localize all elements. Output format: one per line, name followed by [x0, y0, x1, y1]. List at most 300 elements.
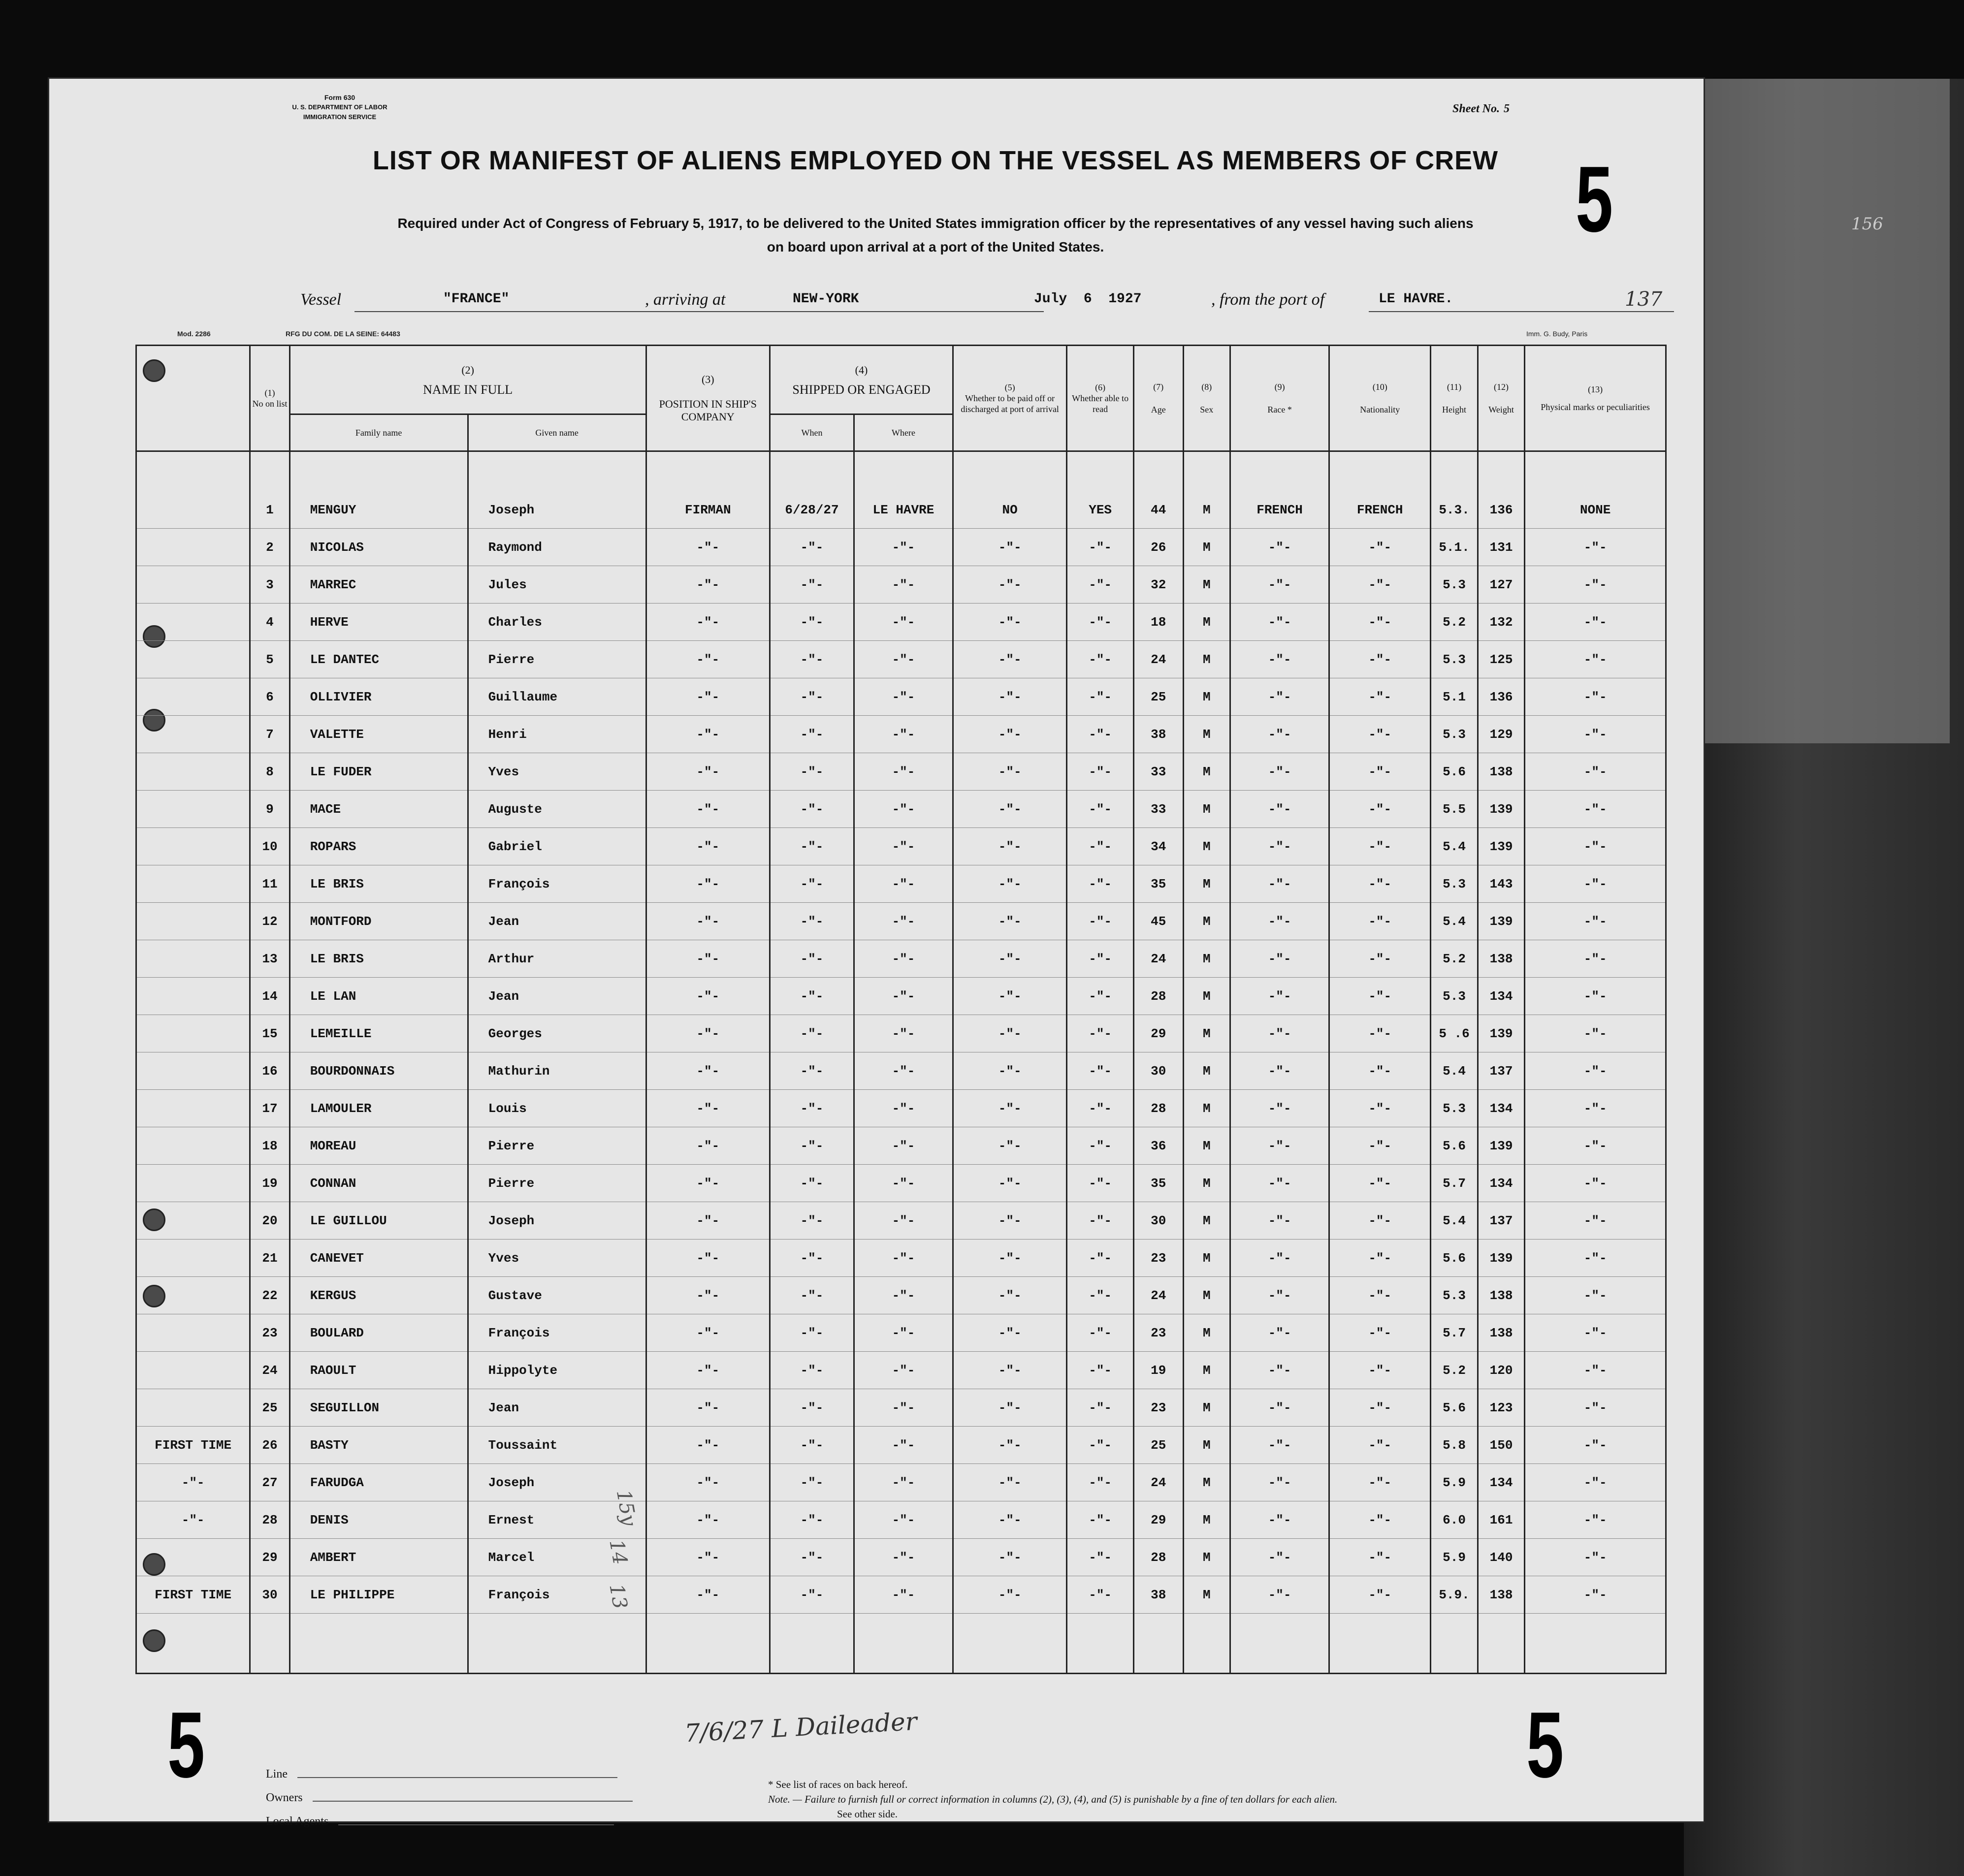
family-name: MARREC — [290, 566, 468, 604]
col-6-header: (6) Whether able to read — [1067, 346, 1134, 451]
sex: M — [1183, 491, 1230, 529]
age: 23 — [1134, 1389, 1184, 1427]
given-name: Jean — [468, 903, 646, 940]
age: 45 — [1134, 903, 1184, 940]
height: 5.3 — [1431, 1277, 1478, 1314]
height: 5.7 — [1431, 1314, 1478, 1352]
col-2-family-header: Family name — [290, 414, 468, 451]
race: -"- — [1230, 1240, 1329, 1277]
race: -"- — [1230, 1165, 1329, 1202]
race: -"- — [1230, 903, 1329, 940]
family-name: KERGUS — [290, 1277, 468, 1314]
row-number: 10 — [250, 828, 290, 865]
shipped-where: -"- — [854, 1202, 953, 1240]
height: 5.4 — [1431, 903, 1478, 940]
table-row — [136, 491, 1666, 529]
family-name: FARUDGA — [290, 1464, 468, 1501]
shipped-when: -"- — [770, 1389, 854, 1427]
nationality: -"- — [1329, 1539, 1431, 1576]
nationality: -"- — [1329, 1202, 1431, 1240]
given-name: Auguste — [468, 791, 646, 828]
given-name: Raymond — [468, 529, 646, 566]
age: 44 — [1134, 491, 1184, 529]
able-to-read: -"- — [1067, 1165, 1134, 1202]
weight: 139 — [1478, 828, 1525, 865]
nationality: -"- — [1329, 753, 1431, 791]
height: 5.2 — [1431, 940, 1478, 978]
nationality: -"- — [1329, 791, 1431, 828]
nationality: -"- — [1329, 1464, 1431, 1501]
row-note — [136, 978, 250, 1015]
weight: 134 — [1478, 1165, 1525, 1202]
col-8-header: (8) Sex — [1183, 346, 1230, 451]
family-name: VALETTE — [290, 716, 468, 753]
row-number: 8 — [250, 753, 290, 791]
shipped-when: -"- — [770, 753, 854, 791]
shipped-when: -"- — [770, 978, 854, 1015]
col-3-header: (3) POSITION IN SHIP'S COMPANY — [646, 346, 770, 451]
height: 5.6 — [1431, 1127, 1478, 1165]
able-to-read: -"- — [1067, 1427, 1134, 1464]
paid-off: -"- — [953, 753, 1067, 791]
age: 19 — [1134, 1352, 1184, 1389]
row-number: 11 — [250, 865, 290, 903]
nationality: -"- — [1329, 641, 1431, 678]
physical-marks: -"- — [1525, 828, 1666, 865]
subtitle-line-1: Required under Act of Congress of February 5, 1917, to be delivered to the United States immigration officer by the representatives of any vessel having such aliens — [397, 216, 1474, 231]
col-13-header: (13) Physical marks or peculiarities — [1525, 346, 1666, 451]
nationality: -"- — [1329, 1165, 1431, 1202]
table-row — [136, 1314, 1666, 1352]
age: 24 — [1134, 1464, 1184, 1501]
given-name: Gustave — [468, 1277, 646, 1314]
position: -"- — [646, 1576, 770, 1614]
able-to-read: -"- — [1067, 865, 1134, 903]
nationality: -"- — [1329, 1015, 1431, 1052]
able-to-read: YES — [1067, 491, 1134, 529]
paid-off: -"- — [953, 678, 1067, 716]
shipped-where: -"- — [854, 529, 953, 566]
row-note — [136, 1314, 250, 1352]
shipped-when: -"- — [770, 529, 854, 566]
blank-row — [136, 1614, 1666, 1674]
shipped-when: -"- — [770, 1202, 854, 1240]
nationality: -"- — [1329, 1127, 1431, 1165]
paid-off: -"- — [953, 940, 1067, 978]
table-row — [136, 828, 1666, 865]
nationality: -"- — [1329, 529, 1431, 566]
able-to-read: -"- — [1067, 1202, 1134, 1240]
col-7-header: (7) Age — [1134, 346, 1184, 451]
height: 5.9 — [1431, 1464, 1478, 1501]
race: -"- — [1230, 1389, 1329, 1427]
race: -"- — [1230, 1052, 1329, 1090]
shipped-when: -"- — [770, 1314, 854, 1352]
row-note — [136, 1277, 250, 1314]
underline — [1369, 311, 1674, 312]
paid-off: -"- — [953, 903, 1067, 940]
physical-marks: -"- — [1525, 604, 1666, 641]
row-number: 21 — [250, 1240, 290, 1277]
height: 5.3 — [1431, 978, 1478, 1015]
row-note — [136, 828, 250, 865]
nationality: -"- — [1329, 940, 1431, 978]
row-number: 5 — [250, 641, 290, 678]
weight: 139 — [1478, 791, 1525, 828]
row-note — [136, 865, 250, 903]
able-to-read: -"- — [1067, 1240, 1134, 1277]
given-name: Jules — [468, 566, 646, 604]
sex: M — [1183, 529, 1230, 566]
race: -"- — [1230, 604, 1329, 641]
weight: 161 — [1478, 1501, 1525, 1539]
weight: 134 — [1478, 1464, 1525, 1501]
weight: 143 — [1478, 865, 1525, 903]
height: 5.4 — [1431, 828, 1478, 865]
table-row — [136, 1576, 1666, 1614]
position: -"- — [646, 1314, 770, 1352]
sex: M — [1183, 1314, 1230, 1352]
height: 5.3 — [1431, 1090, 1478, 1127]
given-name: Georges — [468, 1015, 646, 1052]
shipped-when: -"- — [770, 641, 854, 678]
row-note — [136, 1015, 250, 1052]
weight: 134 — [1478, 1090, 1525, 1127]
able-to-read: -"- — [1067, 678, 1134, 716]
height: 5.3 — [1431, 566, 1478, 604]
shipped-where: -"- — [854, 604, 953, 641]
shipped-when: -"- — [770, 1052, 854, 1090]
table-row — [136, 865, 1666, 903]
paid-off: -"- — [953, 566, 1067, 604]
paid-off: -"- — [953, 1576, 1067, 1614]
sex: M — [1183, 903, 1230, 940]
row-note — [136, 903, 250, 940]
row-note — [136, 940, 250, 978]
weight: 123 — [1478, 1389, 1525, 1427]
shipped-where: -"- — [854, 1389, 953, 1427]
weight: 138 — [1478, 753, 1525, 791]
position: -"- — [646, 1352, 770, 1389]
sheet-label: Sheet No. — [1452, 102, 1500, 115]
shipped-where: -"- — [854, 1539, 953, 1576]
table-row — [136, 1277, 1666, 1314]
row-note: FIRST TIME — [136, 1427, 250, 1464]
height: 6.0 — [1431, 1501, 1478, 1539]
nationality: -"- — [1329, 566, 1431, 604]
age: 35 — [1134, 865, 1184, 903]
given-name: Joseph — [468, 1464, 646, 1501]
position: -"- — [646, 978, 770, 1015]
shipped-where: -"- — [854, 865, 953, 903]
age: 18 — [1134, 604, 1184, 641]
table-row — [136, 753, 1666, 791]
table-row — [136, 529, 1666, 566]
vessel-name: "FRANCE" — [443, 291, 510, 307]
age: 25 — [1134, 1427, 1184, 1464]
shipped-where: -"- — [854, 1090, 953, 1127]
note-penalty: Note. — Failure to furnish full or correct information in columns (2), (3), (4), and (5) is punishable by a fine of ten dollars for each alien. — [768, 1793, 1338, 1805]
race: -"- — [1230, 1501, 1329, 1539]
paid-off: -"- — [953, 1202, 1067, 1240]
nationality: -"- — [1329, 903, 1431, 940]
col-9-header: (9) Race * — [1230, 346, 1329, 451]
able-to-read: -"- — [1067, 604, 1134, 641]
nationality: -"- — [1329, 1314, 1431, 1352]
physical-marks: -"- — [1525, 791, 1666, 828]
shipped-when: -"- — [770, 604, 854, 641]
big-number-top: 5 — [1576, 147, 1613, 252]
height: 5.3 — [1431, 865, 1478, 903]
table-row — [136, 1427, 1666, 1464]
nationality: -"- — [1329, 1090, 1431, 1127]
able-to-read: -"- — [1067, 828, 1134, 865]
shipped-where: -"- — [854, 828, 953, 865]
row-number: 19 — [250, 1165, 290, 1202]
paid-off: -"- — [953, 604, 1067, 641]
shipped-when: -"- — [770, 1576, 854, 1614]
given-name: Mathurin — [468, 1052, 646, 1090]
family-name: LE GUILLOU — [290, 1202, 468, 1240]
shipped-where: -"- — [854, 1352, 953, 1389]
weight: 136 — [1478, 491, 1525, 529]
table-row — [136, 1090, 1666, 1127]
row-number: 15 — [250, 1015, 290, 1052]
able-to-read: -"- — [1067, 753, 1134, 791]
table-row — [136, 1165, 1666, 1202]
position: -"- — [646, 1427, 770, 1464]
sex: M — [1183, 1539, 1230, 1576]
sex: M — [1183, 1052, 1230, 1090]
sex: M — [1183, 828, 1230, 865]
arriving-label: , arriving at — [645, 290, 726, 309]
sex: M — [1183, 978, 1230, 1015]
paid-off: -"- — [953, 828, 1067, 865]
owners-label: Owners — [266, 1791, 303, 1804]
row-note — [136, 1165, 250, 1202]
physical-marks: -"- — [1525, 566, 1666, 604]
race: -"- — [1230, 1015, 1329, 1052]
row-note — [136, 1352, 250, 1389]
height: 5.2 — [1431, 604, 1478, 641]
family-name: CONNAN — [290, 1165, 468, 1202]
row-note — [136, 1389, 250, 1427]
able-to-read: -"- — [1067, 641, 1134, 678]
shipped-when: -"- — [770, 1127, 854, 1165]
table-row — [136, 678, 1666, 716]
position: -"- — [646, 1277, 770, 1314]
col-5-header: (5) Whether to be paid off or discharged at port of arrival — [953, 346, 1067, 451]
height: 5 .6 — [1431, 1015, 1478, 1052]
position: -"- — [646, 940, 770, 978]
age: 32 — [1134, 566, 1184, 604]
family-name: LE PHILIPPE — [290, 1576, 468, 1614]
sex: M — [1183, 1277, 1230, 1314]
nationality: -"- — [1329, 716, 1431, 753]
nationality: -"- — [1329, 1501, 1431, 1539]
sex: M — [1183, 604, 1230, 641]
able-to-read: -"- — [1067, 1576, 1134, 1614]
position: -"- — [646, 678, 770, 716]
family-name: NICOLAS — [290, 529, 468, 566]
position: -"- — [646, 1501, 770, 1539]
table-row — [136, 1052, 1666, 1090]
service: IMMIGRATION SERVICE — [303, 113, 377, 121]
age: 29 — [1134, 1015, 1184, 1052]
col-1-header: (1) No on list — [250, 346, 290, 451]
weight: 127 — [1478, 566, 1525, 604]
nationality: -"- — [1329, 1240, 1431, 1277]
nationality: -"- — [1329, 678, 1431, 716]
race: -"- — [1230, 1539, 1329, 1576]
margin-note: 156 — [1851, 214, 1883, 234]
nationality: -"- — [1329, 1427, 1431, 1464]
race: -"- — [1230, 1202, 1329, 1240]
able-to-read: -"- — [1067, 1501, 1134, 1539]
given-name: François — [468, 865, 646, 903]
able-to-read: -"- — [1067, 1464, 1134, 1501]
shipped-when: -"- — [770, 1165, 854, 1202]
table-row — [136, 903, 1666, 940]
paid-off: -"- — [953, 1314, 1067, 1352]
big-number-bottom-right: 5 — [1526, 1693, 1564, 1797]
paid-off: -"- — [953, 641, 1067, 678]
arriving-port: NEW-YORK — [793, 291, 859, 307]
weight: 131 — [1478, 529, 1525, 566]
family-name: LE BRIS — [290, 865, 468, 903]
height: 5.4 — [1431, 1052, 1478, 1090]
shipped-where: -"- — [854, 641, 953, 678]
table-row — [136, 604, 1666, 641]
sex: M — [1183, 1501, 1230, 1539]
age: 23 — [1134, 1314, 1184, 1352]
row-number: 22 — [250, 1277, 290, 1314]
sex: M — [1183, 1090, 1230, 1127]
sex: M — [1183, 1015, 1230, 1052]
able-to-read: -"- — [1067, 791, 1134, 828]
nationality: -"- — [1329, 1052, 1431, 1090]
from-label: , from the port of — [1211, 290, 1325, 309]
shipped-where: -"- — [854, 1052, 953, 1090]
weight: 139 — [1478, 903, 1525, 940]
family-name: HERVE — [290, 604, 468, 641]
shipped-when: -"- — [770, 1427, 854, 1464]
age: 24 — [1134, 940, 1184, 978]
position: -"- — [646, 641, 770, 678]
position: -"- — [646, 1240, 770, 1277]
from-port: LE HAVRE. — [1379, 291, 1453, 307]
weight: 138 — [1478, 1576, 1525, 1614]
paid-off: -"- — [953, 1052, 1067, 1090]
sex: M — [1183, 678, 1230, 716]
height: 5.3. — [1431, 491, 1478, 529]
vessel-line — [246, 290, 1674, 315]
table-row — [136, 1389, 1666, 1427]
row-note — [136, 529, 250, 566]
physical-marks: -"- — [1525, 641, 1666, 678]
able-to-read: -"- — [1067, 1314, 1134, 1352]
form-id-block — [236, 93, 443, 122]
family-name: OLLIVIER — [290, 678, 468, 716]
age: 38 — [1134, 1576, 1184, 1614]
table-row — [136, 716, 1666, 753]
weight: 138 — [1478, 1314, 1525, 1352]
shipped-when: -"- — [770, 1090, 854, 1127]
height: 5.4 — [1431, 1202, 1478, 1240]
race: -"- — [1230, 1127, 1329, 1165]
age: 33 — [1134, 753, 1184, 791]
position: -"- — [646, 1539, 770, 1576]
paid-off: -"- — [953, 1090, 1067, 1127]
age: 35 — [1134, 1165, 1184, 1202]
table-row — [136, 641, 1666, 678]
height: 5.5 — [1431, 791, 1478, 828]
age: 24 — [1134, 1277, 1184, 1314]
race: -"- — [1230, 678, 1329, 716]
position: -"- — [646, 1052, 770, 1090]
position: -"- — [646, 604, 770, 641]
row-number: 26 — [250, 1427, 290, 1464]
shipped-where: -"- — [854, 1127, 953, 1165]
physical-marks: -"- — [1525, 1052, 1666, 1090]
weight: 137 — [1478, 1052, 1525, 1090]
row-note — [136, 641, 250, 678]
nationality: -"- — [1329, 828, 1431, 865]
table-row — [136, 1127, 1666, 1165]
weight: 139 — [1478, 1240, 1525, 1277]
height: 5.8 — [1431, 1427, 1478, 1464]
paid-off: -"- — [953, 1015, 1067, 1052]
age: 36 — [1134, 1127, 1184, 1165]
physical-marks: -"- — [1525, 1539, 1666, 1576]
family-name: MACE — [290, 791, 468, 828]
age: 23 — [1134, 1240, 1184, 1277]
physical-marks: -"- — [1525, 1277, 1666, 1314]
weight: 136 — [1478, 678, 1525, 716]
footer-fields — [266, 1762, 633, 1833]
physical-marks: -"- — [1525, 1165, 1666, 1202]
form-number: Form 630 — [324, 94, 355, 101]
able-to-read: -"- — [1067, 1015, 1134, 1052]
given-name: Henri — [468, 716, 646, 753]
physical-marks: -"- — [1525, 753, 1666, 791]
height: 5.9 — [1431, 1539, 1478, 1576]
pencil-mark: 14 — [605, 1537, 632, 1567]
given-name: Toussaint — [468, 1427, 646, 1464]
given-name: Louis — [468, 1090, 646, 1127]
given-name: François — [468, 1314, 646, 1352]
shipped-when: -"- — [770, 716, 854, 753]
given-name: Yves — [468, 1240, 646, 1277]
shipped-when: -"- — [770, 1501, 854, 1539]
crew-rows — [136, 451, 1666, 1674]
sex: M — [1183, 1127, 1230, 1165]
family-name: RAOULT — [290, 1352, 468, 1389]
position: -"- — [646, 1464, 770, 1501]
shipped-where: -"- — [854, 940, 953, 978]
underline — [778, 311, 1044, 312]
paid-off: -"- — [953, 978, 1067, 1015]
able-to-read: -"- — [1067, 978, 1134, 1015]
shipped-when: -"- — [770, 903, 854, 940]
big-number-bottom-left: 5 — [167, 1693, 205, 1797]
row-number: 28 — [250, 1501, 290, 1539]
row-note — [136, 716, 250, 753]
family-name: MENGUY — [290, 491, 468, 529]
family-name: LE LAN — [290, 978, 468, 1015]
row-number: 14 — [250, 978, 290, 1015]
family-name: DENIS — [290, 1501, 468, 1539]
